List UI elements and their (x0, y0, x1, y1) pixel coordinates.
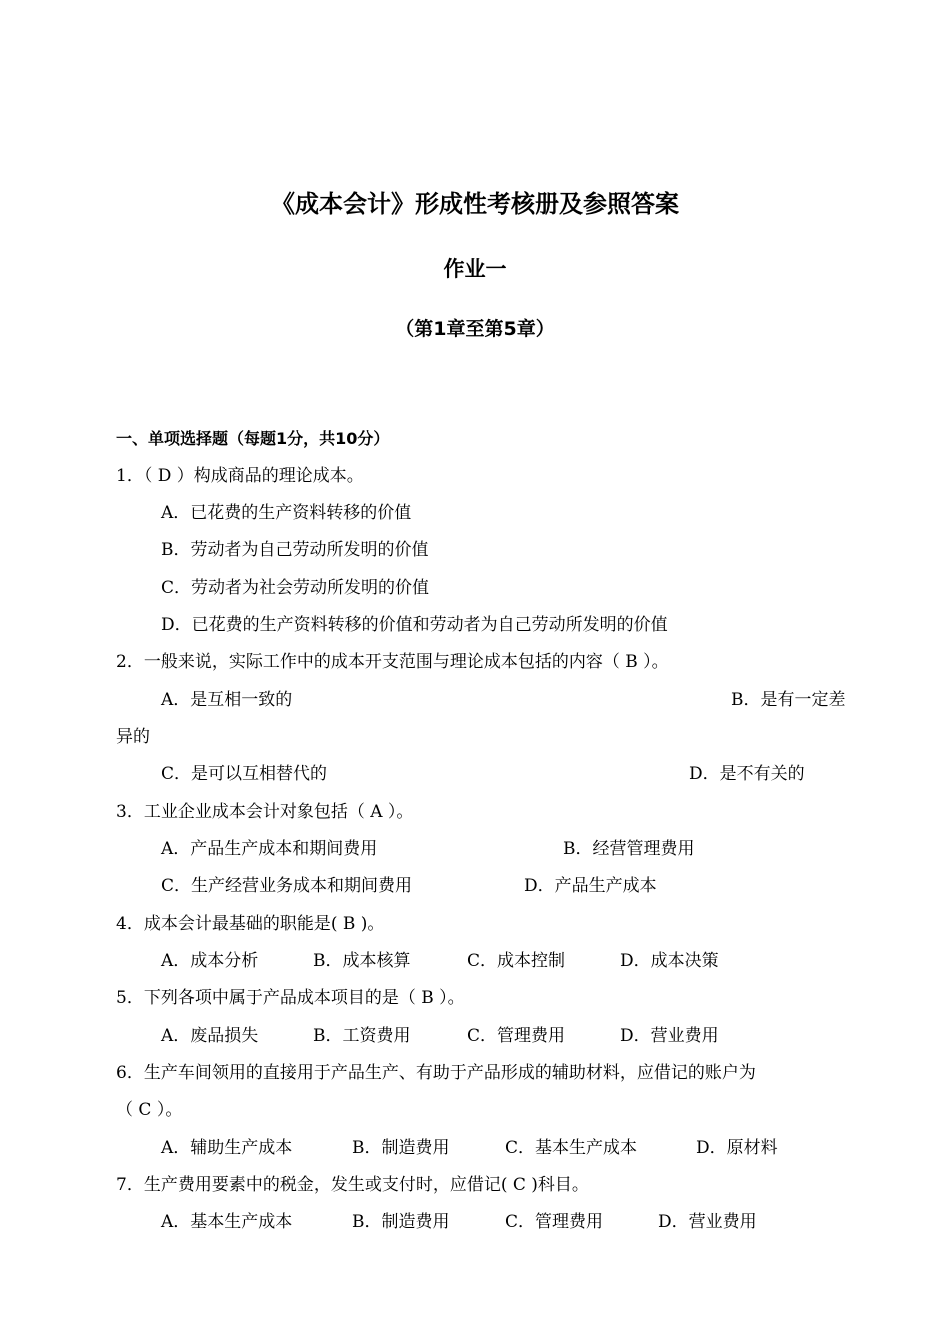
question-3-stem: 3．工业企业成本会计对象包括（ A ）。 (116, 802, 414, 822)
question-6-option-c: C．基本生产成本 (505, 1138, 638, 1158)
question-4-option-d: D．成本决策 (620, 951, 719, 971)
question-4-option-a: A．成本分析 (161, 951, 259, 971)
question-1-option-d: D．已花费的生产资料转移的价值和劳动者为自己劳动所发明的价值 (161, 615, 668, 635)
question-1-option-c: C．劳动者为社会劳动所发明的价值 (161, 578, 430, 598)
question-7-stem: 7．生产费用要素中的税金，发生或支付时，应借记( C )科目。 (116, 1175, 589, 1195)
question-2-option-a: A．是互相一致的 (161, 690, 293, 710)
question-4-option-b: B．成本核算 (313, 951, 411, 971)
question-4-stem: 4．成本会计最基础的职能是( B )。 (116, 914, 385, 934)
section-heading: 一、单项选择题（每题1分，共10分） (116, 429, 390, 448)
question-5-stem: 5．下列各项中属于产品成本项目的是（ B ）。 (116, 988, 465, 1008)
question-2-stem: 2．一般来说，实际工作中的成本开支范围与理论成本包括的内容（ B ）。 (116, 652, 669, 672)
document-title: 《成本会计》形成性考核册及参照答案 (271, 190, 679, 218)
question-5-option-a: A．废品损失 (161, 1026, 259, 1046)
question-3-option-c: C．生产经营业务成本和期间费用 (161, 876, 413, 896)
question-7-option-c: C．管理费用 (505, 1212, 604, 1232)
question-6-stem: 6．生产车间领用的直接用于产品生产、有助于产品形成的辅助材料，应借记的账户为 (116, 1063, 756, 1083)
question-3-option-d: D．产品生产成本 (524, 876, 657, 896)
question-7-option-a: A．基本生产成本 (161, 1212, 293, 1232)
question-5-option-d: D．营业费用 (620, 1026, 719, 1046)
question-2-option-d: D．是不有关的 (689, 764, 805, 784)
assignment-title: 作业一 (443, 257, 507, 281)
question-1-option-a: A．已花费的生产资料转移的价值 (161, 503, 412, 523)
question-5-option-c: C．管理费用 (467, 1026, 566, 1046)
question-3-option-a: A．产品生产成本和期间费用 (161, 839, 378, 859)
chapter-range: （第1章至第5章） (395, 318, 555, 340)
question-2-option-c: C．是可以互相替代的 (161, 764, 328, 784)
question-1-stem: 1．（ D ）构成商品的理论成本。 (116, 466, 364, 486)
question-1-option-b: B．劳动者为自己劳动所发明的价值 (161, 540, 429, 560)
question-6-option-b: B．制造费用 (352, 1138, 450, 1158)
question-5-option-b: B．工资费用 (313, 1026, 411, 1046)
question-2-option-b: B．是有一定差 (731, 690, 846, 710)
question-4-option-c: C．成本控制 (467, 951, 566, 971)
question-6-option-d: D．原材料 (696, 1138, 778, 1158)
question-7-option-b: B．制造费用 (352, 1212, 450, 1232)
question-7-option-d: D．营业费用 (658, 1212, 757, 1232)
question-3-option-b: B．经营管理费用 (563, 839, 695, 859)
question-6-option-a: A．辅助生产成本 (161, 1138, 293, 1158)
question-2-option-b-continued: 异的 (116, 727, 150, 747)
question-6-stem-continued: （ C ）。 (116, 1100, 183, 1120)
